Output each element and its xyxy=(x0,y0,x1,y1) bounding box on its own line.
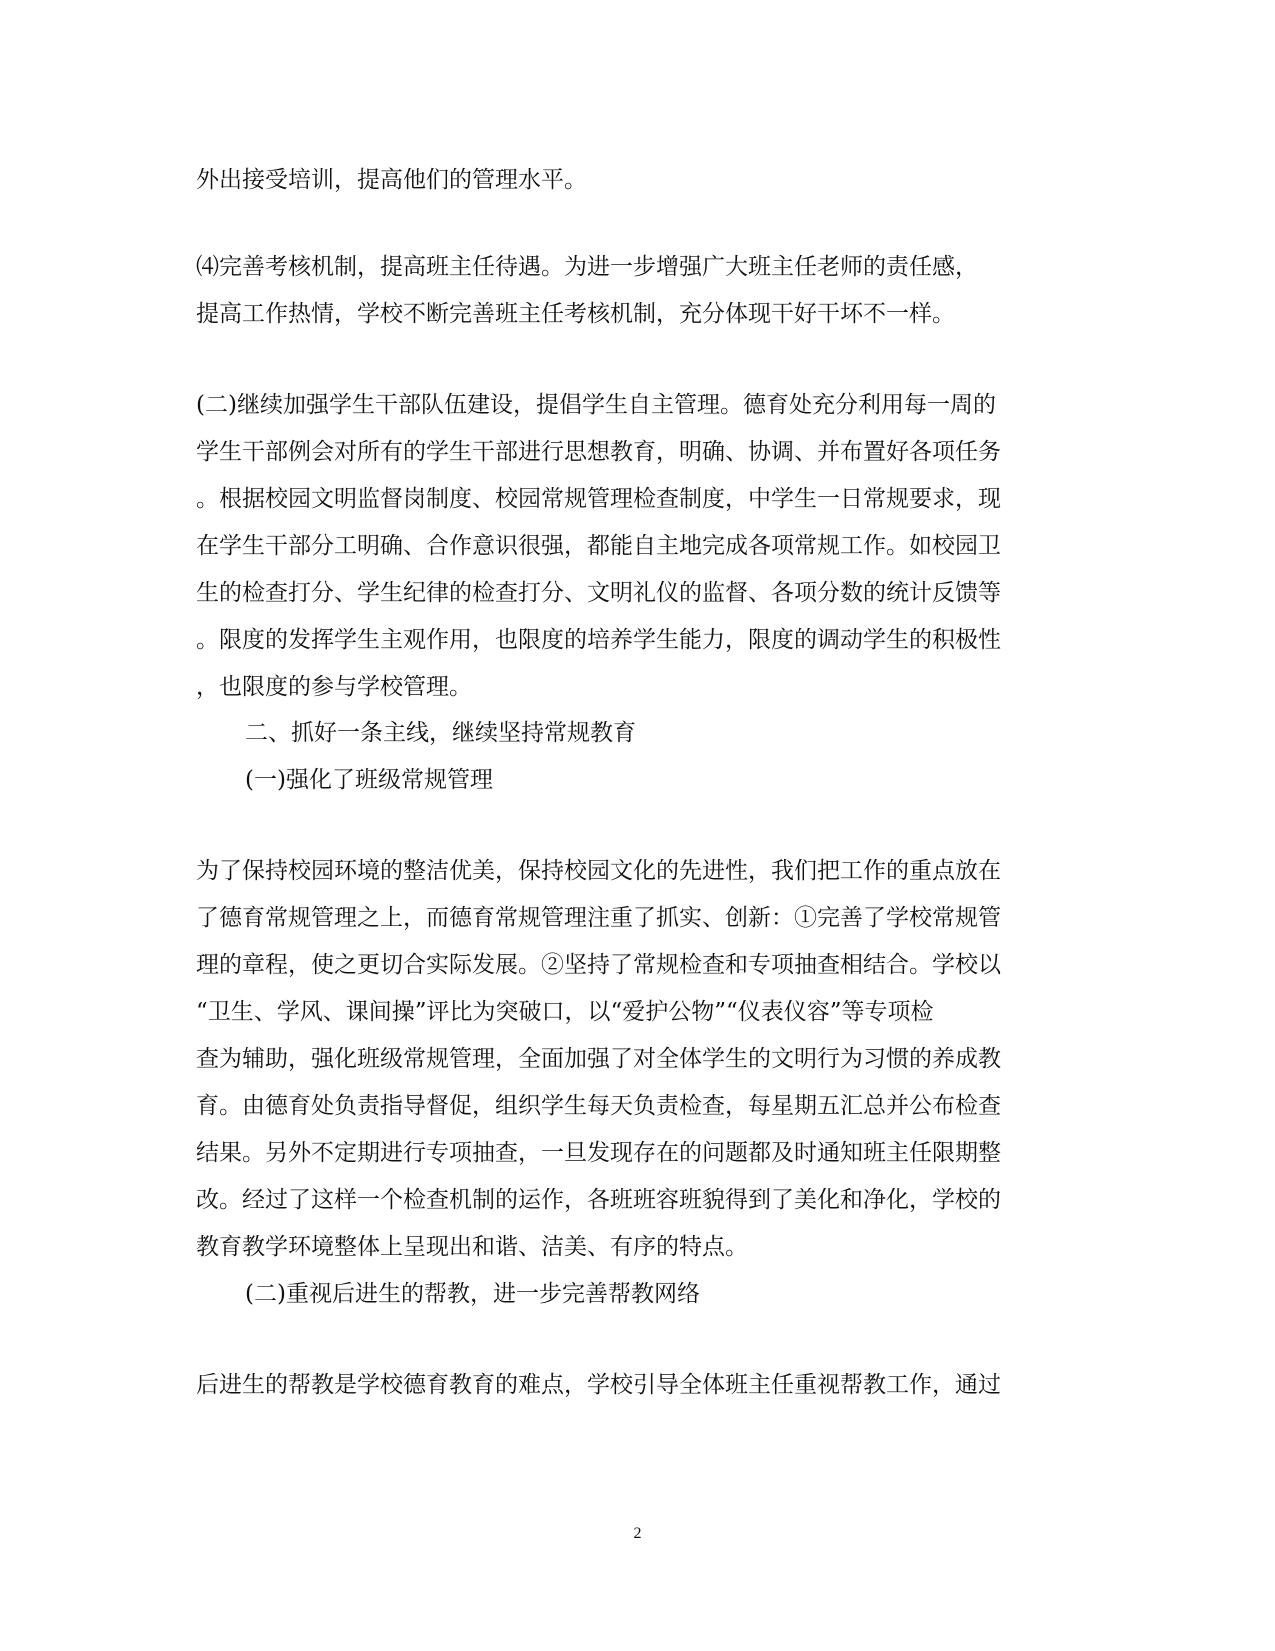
text-line: 。根据校园文明监督岗制度、校园常规管理检查制度，中学生一日常规要求，现 xyxy=(196,486,1001,512)
text-line: 后进生的帮教是学校德育教育的难点，学校引导全体班主任重视帮教工作，通过 xyxy=(196,1372,1001,1398)
text-line: 结果。另外不定期进行专项抽查，一旦发现存在的问题都及时通知班主任限期整 xyxy=(196,1140,1001,1166)
page-number: 2 xyxy=(633,1525,642,1542)
text-line: 在学生干部分工明确、合作意识很强，都能自主地完成各项常规工作。如校园卫 xyxy=(196,533,1001,559)
text-line: 为了保持校园环境的整洁优美，保持校园文化的先进性，我们把工作的重点放在 xyxy=(196,858,1001,884)
text-line: 提高工作热情，学校不断完善班主任考核机制，充分体现干好干坏不一样。 xyxy=(196,301,955,327)
subsection-heading: (一)强化了班级常规管理 xyxy=(245,767,493,793)
text-line: 学生干部例会对所有的学生干部进行思想教育，明确、协调、并布置好各项任务 xyxy=(196,439,1001,465)
subsection-heading: (二)重视后进生的帮教，进一步完善帮教网络 xyxy=(245,1281,700,1307)
text-line: 了德育常规管理之上，而德育常规管理注重了抓实、创新：①完善了学校常规管 xyxy=(196,905,1001,931)
text-line: 。限度的发挥学生主观作用，也限度的培养学生能力，限度的调动学生的积极性 xyxy=(196,627,1001,653)
section-heading: 二、抓好一条主线，继续坚持常规教育 xyxy=(245,720,636,746)
text-line: (二)继续加强学生干部队伍建设，提倡学生自主管理。德育处充分利用每一周的 xyxy=(196,392,996,418)
text-line: 查为辅助，强化班级常规管理，全面加强了对全体学生的文明行为习惯的养成教 xyxy=(196,1046,1001,1072)
text-line: ，也限度的参与学校管理。 xyxy=(196,674,472,700)
text-line: ⑷完善考核机制，提高班主任待遇。为进一步增强广大班主任老师的责任感， xyxy=(196,254,978,280)
text-line: 改。经过了这样一个检查机制的运作，各班班容班貌得到了美化和净化，学校的 xyxy=(196,1187,1001,1213)
text-line: 生的检查打分、学生纪律的检查打分、文明礼仪的监督、各项分数的统计反馈等 xyxy=(196,580,1001,606)
text-line: “卫生、学风、课间操”评比为突破口，以“爱护公物”“仪表仪容”等专项检 xyxy=(196,999,934,1025)
text-line: 教育教学环境整体上呈现出和谐、洁美、有序的特点。 xyxy=(196,1234,748,1260)
text-line: 育。由德育处负责指导督促，组织学生每天负责检查，每星期五汇总并公布检查 xyxy=(196,1093,1001,1119)
text-line: 理的章程，使之更切合实际发展。②坚持了常规检查和专项抽查相结合。学校以 xyxy=(196,952,1001,978)
text-line: 外出接受培训，提高他们的管理水平。 xyxy=(196,167,587,193)
